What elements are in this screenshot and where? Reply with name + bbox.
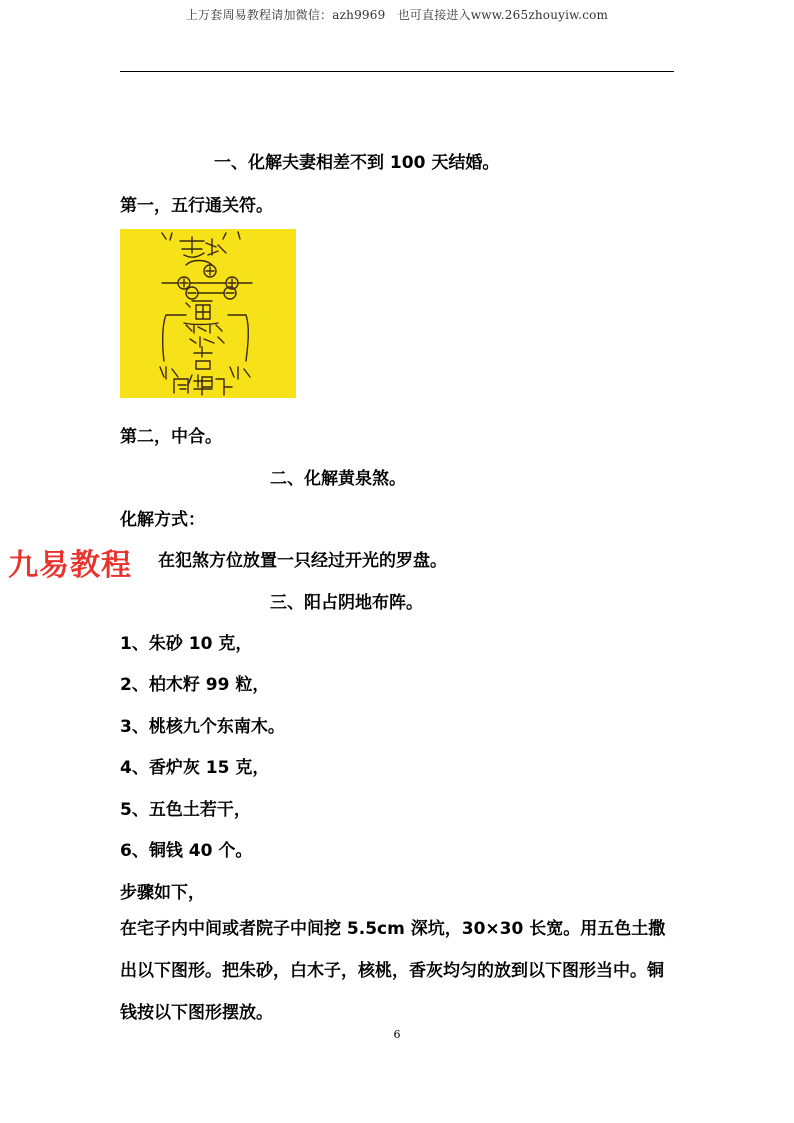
steps-label: 步骤如下， <box>120 883 205 903</box>
page-header: 上万套周易教程请加微信：azh9969 也可直接进入www.265zhouyiw.com <box>185 8 609 22</box>
material-item: 2、柏木籽 99 粒， <box>120 675 270 695</box>
material-item: 1、朱砂 10 克， <box>120 634 253 654</box>
header-divider <box>120 71 674 72</box>
method-label: 化解方式： <box>120 510 205 530</box>
method-text: 在犯煞方位放置一只经过开光的罗盘。 <box>158 551 447 571</box>
material-item: 5、五色土若干， <box>120 800 251 820</box>
material-item: 4、香炉灰 15 克， <box>120 758 270 778</box>
item-second: 第二，中合。 <box>120 427 222 447</box>
steps-paragraph: 在宅子内中间或者院子中间挖 5.5cm 深坑，30×30 长宽。用五色土撒出以下图形。把朱砂，白木子，核桃，香灰均匀的放到以下图形当中。铜钱按以下图形摆放。 <box>120 919 666 1023</box>
talisman-glyphs-icon <box>120 229 296 398</box>
material-item: 3、桃核九个东南木。 <box>120 717 285 737</box>
section-title-1: 一、化解夫妻相差不到 100 天结婚。 <box>214 153 500 173</box>
section-title-3: 三、阳占阴地布阵。 <box>270 593 423 613</box>
item-first: 第一，五行通关符。 <box>120 196 273 216</box>
watermark-logo: 九易教程 <box>8 548 132 583</box>
talisman-image <box>120 229 296 398</box>
section-title-2: 二、化解黄泉煞。 <box>270 469 406 489</box>
page-number: 6 <box>393 1028 401 1041</box>
material-item: 6、铜钱 40 个。 <box>120 841 253 861</box>
